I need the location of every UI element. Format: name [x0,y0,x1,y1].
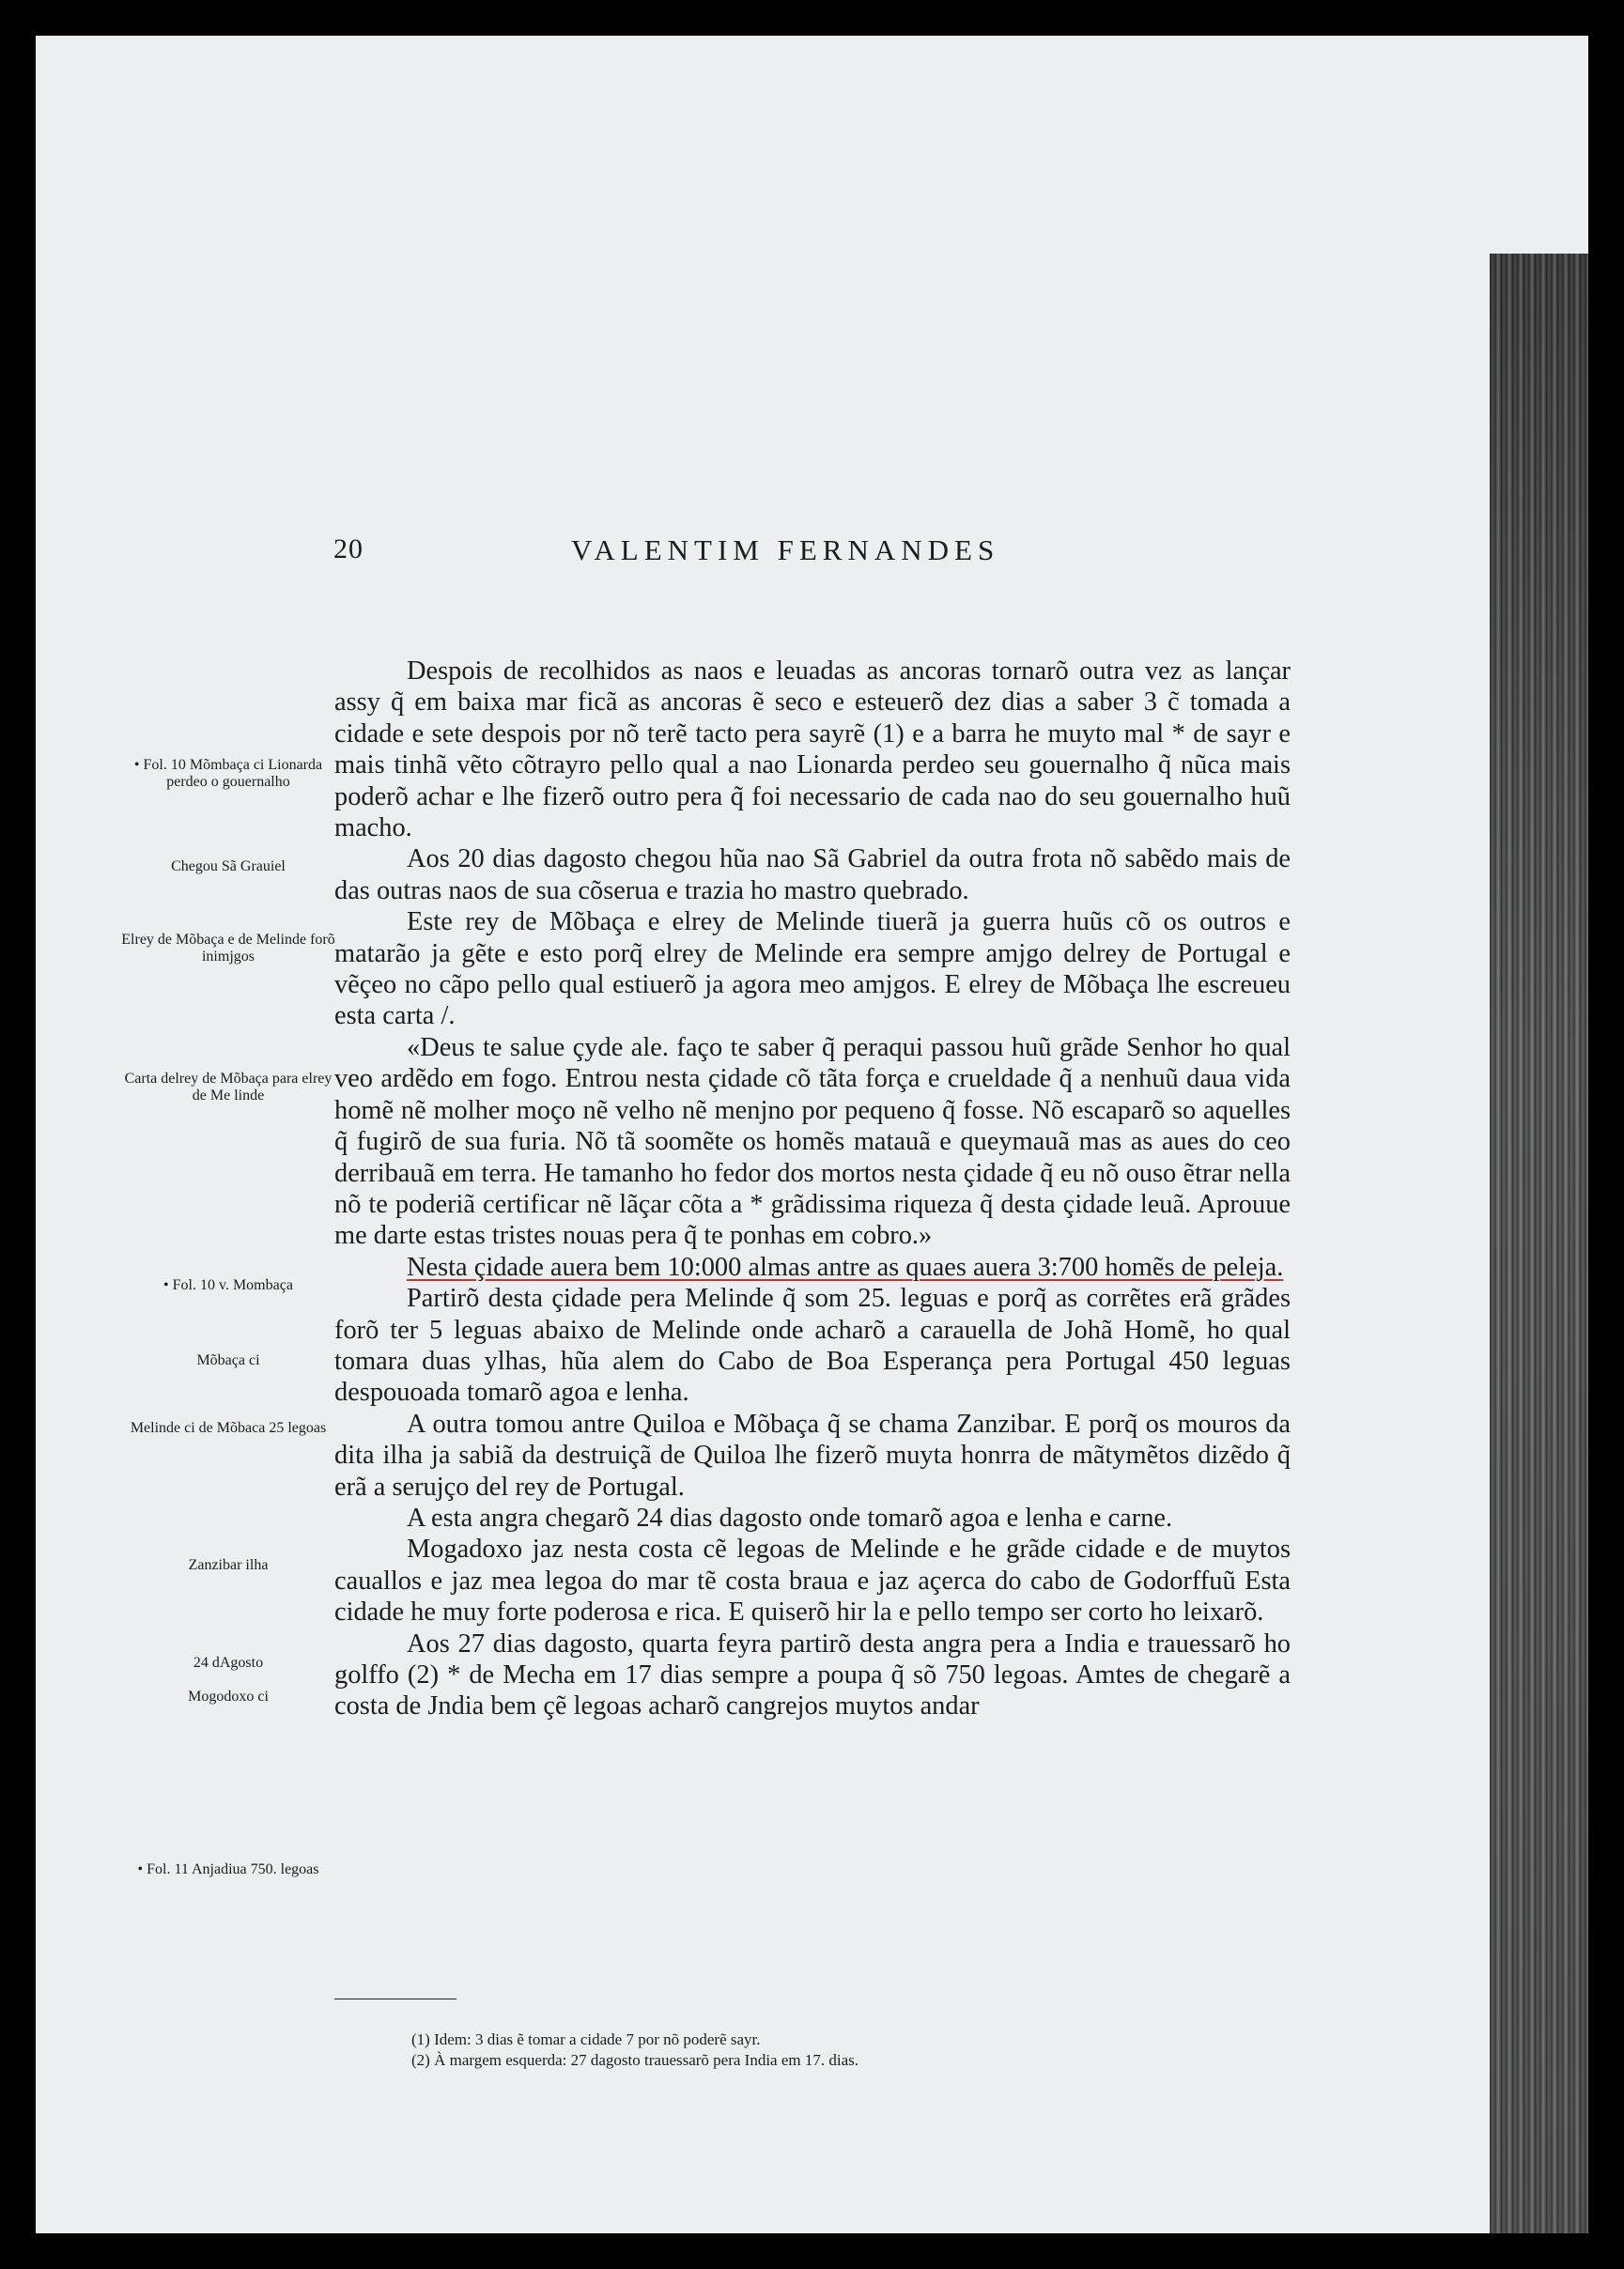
paragraph: «Deus te salue çyde ale. faço te saber q̃ peraqui passou huũ grãde Senhor ho qual veo ardẽdo em fogo. Entrou nesta çidade cõ tãta força e crueldade q̃ a nenhuũ daua vida homẽ nẽ molher moço nẽ velho nẽ menjno por pequeno q̃ fosse. Nõ escaparõ so aquelles q̃ fugirõ de sua furia. Nõ tã soomẽte os homẽs matauã e queymauã mas as aues do ceo derribauã em terra. He tamanho ho fedor dos mortos nesta çidade q̃ eu nõ ouso ẽtrar nella nõ te poderiã certificar nẽ lãçar cõta a * grãdissima riqueza q̃ desta çidade leuã. Aprouue me darte estas tristes nouas pera q̃ te ponhas em cobro.» [334,1032,1291,1251]
paragraph: Despois de recolhidos as naos e leuadas as ancoras tornarõ outra vez as lançar assy q̃ em baixa mar ficã as ancoras ẽ seco e esteuerõ dez dias a saber 3 c̃ tomada a cidade e sete despois por nõ terẽ tacto pera sayrẽ (1) e a barra he muyto mal * de sayr e mais tinhã vẽto cõtrayro pello qual a nao Lionarda perdeo seu gouernalho q̃ nũca mais poderõ achar e lhe fizerõ outro pera q̃ foi necessario de cada nao do seu gouernalho huũ macho. [334,656,1291,843]
paragraph: A outra tomou antre Quiloa e Mõbaça q̃ se chama Zanzibar. E porq̃ os mouros da dita ilha ja sabiã da destruiçã de Quiloa lhe fizerõ muyta honrra de mãtymẽtos dizẽdo q̃ erã a serujço del rey de Portugal. [334,1409,1291,1502]
footnote: (2) À margem esquerda: 27 dagosto trauessarõ pera India em 17. dias. [411,2051,859,2069]
book-page [36,36,1588,2233]
paragraph: Aos 27 dias dagosto, quarta feyra partirõ desta angra pera a India e trauessarõ ho golffo (2) * de Mecha em 17 dias sempre a poupa q̃ sõ 750 legoas. Amtes de chegarẽ a costa de Jndia bem çẽ legoas acharõ cangrejos muytos andar [334,1628,1291,1721]
paragraph: Aos 20 dias dagosto chegou hũa nao Sã Gabriel da outra frota nõ sabẽdo mais de das outras naos de sua cõserua e trazia ho mastro quebrado. [334,844,1291,905]
running-title: VALENTIM FERNANDES [571,533,1000,566]
margin-note: Mõbaça ci [196,1352,260,1368]
margin-note: Mogodoxo ci [188,1689,269,1705]
paragraph: Partirõ desta çidade pera Melinde q̃ som 25. leguas e porq̃ as corrẽtes erã grãdes forõ ter 5 leguas abaixo de Melinde onde acharõ a carauella de Johã Homẽ, ho qual tomara duas ylhas, hũa alem do Cabo de Boa Esperança pera Portugal 450 leguas despouoada tomarõ agoa e lenha. [334,1284,1291,1408]
margin-note: • Fol. 10 Mõmbaça ci Lionarda perdeo o gouernalho [133,757,323,790]
footnote: (1) Idem: 3 dias ẽ tomar a cidade 7 por nõ poderẽ sayr. [411,2030,761,2048]
margin-note: • Fol. 11 Anjadiua 750. legoas [137,1861,319,1877]
margin-note: • Fol. 10 v. Mombaça [163,1277,293,1293]
paragraph: A esta angra chegarõ 24 dias dagosto onde tomarõ agoa e lenha e carne. [407,1503,1173,1533]
scanner-shadow-fade [1490,254,1588,2233]
margin-note: Carta delrey de Mõbaça para elrey de Me linde [124,1071,333,1104]
margin-note: Chegou Sã Grauiel [171,858,286,874]
paragraph: Este rey de Mõbaça e elrey de Melinde tiuerã ja guerra huũs cõ os outros e matarão ja gẽte e esto porq̃ elrey de Melinde era sempre amjgo delrey de Portugal e vẽçeo no cãpo pello qual estiuerõ ja agora meo amjgos. E elrey de Mõbaça lhe escreueu esta carta /. [334,907,1291,1031]
paragraph: Mogadoxo jaz nesta costa cẽ legoas de Melinde e he grãde cidade e de muytos cauallos e jaz mea legoa do mar tẽ costa braua e jaz açerca do cabo de Godorffuũ Esta cidade he muy forte poderosa e rica. E quiserõ hir la e pello tempo ser corto ho leixarõ. [334,1535,1291,1628]
margin-note: Elrey de Mõbaça e de Melinde forõ inimjgos [121,932,335,965]
body-text [334,656,1291,1722]
margin-note: Zanzibar ilha [188,1557,269,1573]
margin-note: 24 dAgosto [193,1655,264,1671]
paragraph-underlined: Nesta çidade auera bem 10:000 almas antre as quaes auera 3:700 homẽs de peleja. [407,1252,1284,1282]
page-number: 20 [333,533,363,564]
margin-note: Melinde ci de Mõbaca 25 legoas [130,1420,327,1436]
